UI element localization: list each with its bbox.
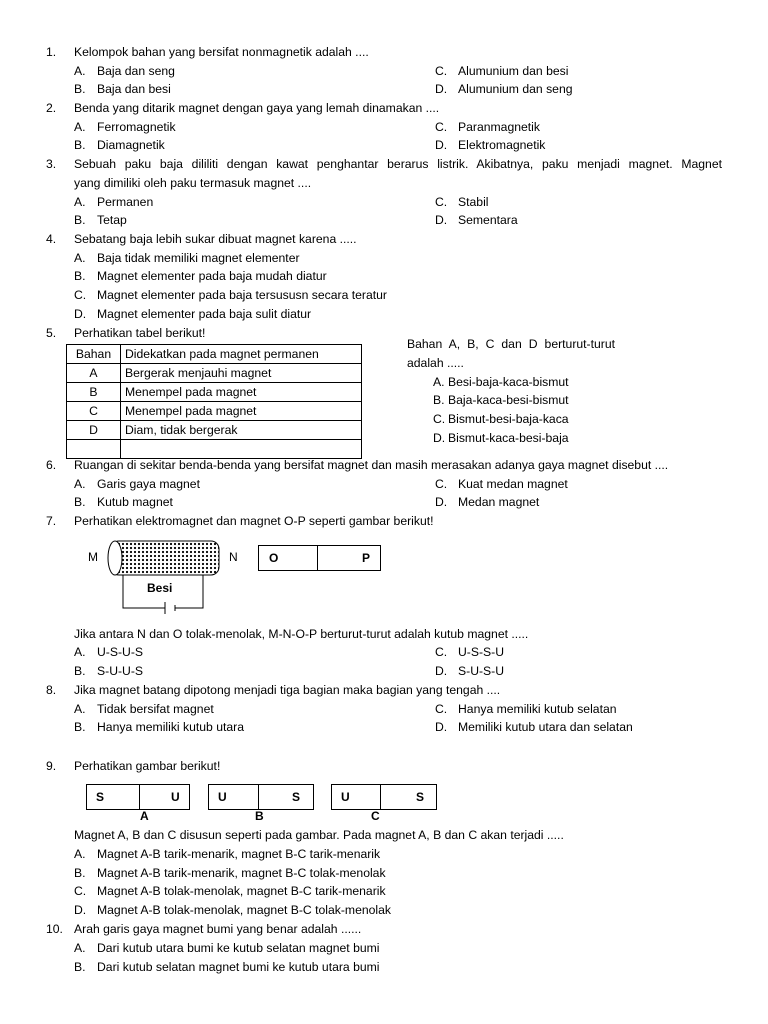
option-label: C. [435,64,448,78]
option-label: B. [74,720,86,734]
pole-label-m: M [88,550,98,564]
table-cell: B [67,383,121,402]
table-cell: C [67,402,121,421]
pole-label: S [292,790,301,804]
table-row [67,402,362,421]
magnet-divider [380,785,381,809]
option-label: C. [435,195,448,209]
option-text: Stabil [458,195,489,209]
option-label: D. [435,664,448,678]
table-cell: Bergerak menjauhi magnet [121,364,362,383]
option-text: Kuat medan magnet [458,477,568,491]
option-label: D. [435,213,448,227]
table-cell: A [67,364,121,383]
option-text: Dari kutub utara bumi ke kutub selatan magnet bumi [97,941,380,955]
option-text: Garis gaya magnet [97,477,200,491]
question-text: Benda yang ditarik magnet dengan gaya yang lemah dinamakan .... [74,101,440,115]
option-text: Tidak bersifat magnet [97,702,214,716]
option-text: Dari kutub selatan magnet bumi ke kutub utara bumi [97,960,380,974]
option-label: A. [74,120,86,134]
option-label: D. [435,720,448,734]
option-label: B. [74,138,86,152]
table-cell: D [67,421,121,440]
option-text: Alumunium dan besi [458,64,569,78]
bar-magnet-a [86,784,190,810]
question-text: Jika antara N dan O tolak-menolak, M-N-O-P berturut-turut adalah kutub magnet ..... [74,627,529,641]
materials-table [66,344,362,459]
question-number: 1. [46,45,57,59]
option-text: Baja dan besi [97,82,171,96]
pole-label: U [341,790,350,804]
table-cell [67,440,121,459]
option-label: A. [74,645,86,659]
question-text: adalah ..... [407,356,464,370]
option-text: Memiliki kutub utara dan selatan [458,720,633,734]
option-label: C. [74,884,87,898]
question-text: Magnet A, B dan C disusun seperti pada gambar. Pada magnet A, B dan C akan terjadi ..... [74,828,564,842]
table-cell [121,440,362,459]
question-text: Perhatikan elektromagnet dan magnet O-P seperti gambar berikut! [74,514,434,528]
option-text: Bismut-kaca-besi-baja [448,431,569,445]
option-label: A. [74,847,86,861]
question-number: 9. [46,759,57,773]
option-label: A. [74,941,86,955]
option-text: Diamagnetik [97,138,165,152]
table-row [67,364,362,383]
iron-core-coil [111,541,219,575]
option-label: C. [74,288,87,302]
option-label: D. [74,903,87,917]
question-text: Sebatang baja lebih sukar dibuat magnet karena ..... [74,232,357,246]
option-label: B. [74,82,86,96]
option-text: Baja-kaca-besi-bismut [448,393,569,407]
option-label: C. [435,477,448,491]
option-text: U-S-S-U [458,645,505,659]
pole-label: U [171,790,180,804]
option-label: C. [435,120,448,134]
magnet-divider [258,785,259,809]
option-text: S-U-U-S [97,664,144,678]
option-text: Sementara [458,213,518,227]
bar-magnet-op [258,545,381,571]
option-text: Paranmagnetik [458,120,540,134]
table-row [67,440,362,459]
table-cell: Menempel pada magnet [121,383,362,402]
option-label: C. [435,645,448,659]
option-label: B. [74,664,86,678]
option-label: A. [74,477,86,491]
option-text: Magnet elementer pada baja mudah diatur [97,269,327,283]
question-text: yang dimiliki oleh paku termasuk magnet .... [74,176,312,190]
table-header-row [67,345,362,364]
question-number: 3. [46,157,57,171]
question-text: Perhatikan tabel berikut! [74,326,206,340]
option-text: Medan magnet [458,495,540,509]
option-text: Besi-baja-kaca-bismut [448,375,569,389]
option-text: Hanya memiliki kutub selatan [458,702,617,716]
option-label: B. [74,495,86,509]
option-label: B. [74,269,86,283]
option-label: B. [433,393,445,407]
core-label: Besi [147,581,173,595]
option-text: Magnet A-B tarik-menarik, magnet B-C tolak-menolak [97,866,386,880]
option-text: Magnet A-B tolak-menolak, magnet B-C tarik-menarik [97,884,386,898]
question-number: 4. [46,232,57,246]
question-text: Arah garis gaya magnet bumi yang benar adalah ...... [74,922,362,936]
pole-label-n: N [229,550,238,564]
pole-label-o: O [269,551,279,565]
option-text: Hanya memiliki kutub utara [97,720,244,734]
question-text: Jika magnet batang dipotong menjadi tiga bagian maka bagian yang tengah .... [74,683,501,697]
question-text: Bahan A, B, C dan D berturut-turut [407,337,615,351]
table-cell: Diam, tidak bergerak [121,421,362,440]
option-label: D. [433,431,446,445]
option-label: B. [74,213,86,227]
option-label: B. [74,866,86,880]
question-text: Kelompok bahan yang bersifat nonmagnetik adalah .... [74,45,369,59]
question-text: Ruangan di sekitar benda-benda yang bersifat magnet dan masih merasakan adanya gaya magnet disebut .... [74,458,669,472]
coil-end-face [108,541,122,575]
option-text: S-U-S-U [458,664,505,678]
option-label: D. [435,495,448,509]
option-text: Kutub magnet [97,495,173,509]
question-number: 2. [46,101,57,115]
option-text: Magnet A-B tarik-menarik, magnet B-C tarik-menarik [97,847,381,861]
bar-magnet-c [331,784,437,810]
pole-label-p: P [362,551,371,565]
table-cell: Menempel pada magnet [121,402,362,421]
table-row [67,421,362,440]
option-text: Magnet A-B tolak-menolak, magnet B-C tolak-menolak [97,903,391,917]
option-label: A. [74,195,86,209]
question-number: 5. [46,326,57,340]
magnet-divider [139,785,140,809]
option-label: A. [74,251,86,265]
option-label: C. [433,412,446,426]
question-text: Sebuah paku baja dililiti dengan kawat penghantar berarus listrik. Akibatnya, paku menjadi magnet. Magnet [74,157,722,171]
option-label: A. [433,375,445,389]
option-label: A. [74,702,86,716]
magnet-label-b: B [255,809,264,823]
option-label: C. [435,702,448,716]
magnet-label-c: C [371,809,380,823]
pole-label: U [218,790,227,804]
question-number: 10. [46,922,63,936]
bar-magnet-b [208,784,314,810]
option-text: Elektromagnetik [458,138,546,152]
option-label: D. [74,307,87,321]
option-text: Magnet elementer pada baja sulit diatur [97,307,312,321]
pole-label: S [96,790,105,804]
option-text: Magnet elementer pada baja tersususn secara teratur [97,288,387,302]
option-label: D. [435,82,448,96]
question-number: 6. [46,458,57,472]
question-text: Perhatikan gambar berikut! [74,759,221,773]
option-text: Bismut-besi-baja-kaca [448,412,569,426]
table-header: Didekatkan pada magnet permanen [121,345,362,364]
option-label: B. [74,960,86,974]
question-number: 7. [46,514,57,528]
magnet-divider [317,546,318,570]
option-text: Alumunium dan seng [458,82,573,96]
option-text: Tetap [97,213,127,227]
option-text: Baja dan seng [97,64,175,78]
option-text: U-S-U-S [97,645,144,659]
option-text: Baja tidak memiliki magnet elementer [97,251,300,265]
option-label: A. [74,64,86,78]
option-text: Ferromagnetik [97,120,176,134]
question-number: 8. [46,683,57,697]
pole-label: S [416,790,425,804]
table-header: Bahan [67,345,121,364]
option-label: D. [435,138,448,152]
magnet-label-a: A [140,809,149,823]
option-text: Permanen [97,195,154,209]
table-row [67,383,362,402]
